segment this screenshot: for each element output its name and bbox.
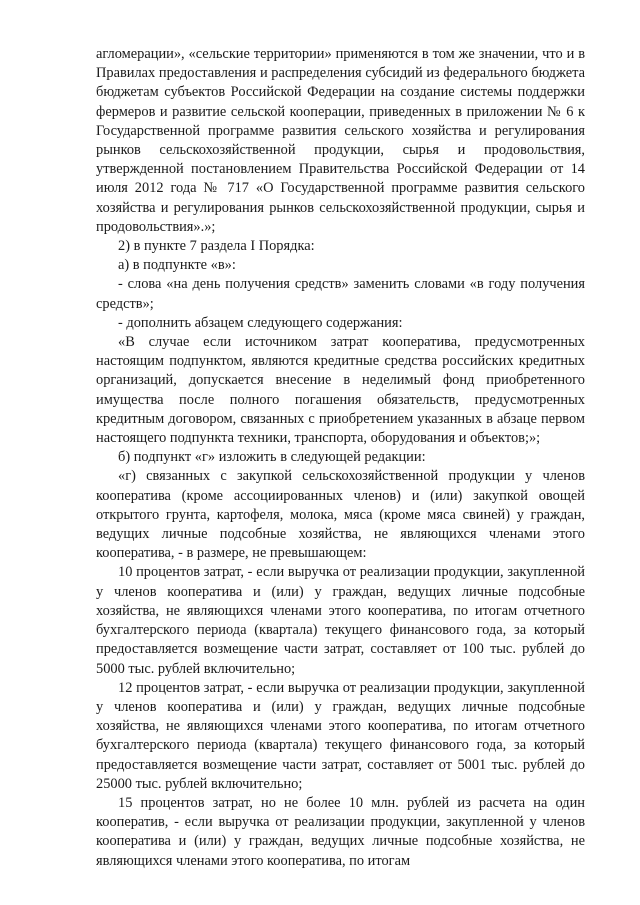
paragraph-subitem-b: б) подпункт «г» изложить в следующей редакции: (118, 449, 426, 466)
paragraph-12-percent: 12 процентов затрат, - если выручка от реализации продукции, закупленной у членов кооператива и (или) у граждан, ведущих личные подсобные хозяйства, не являющихся членами этого кооператива, по итогам отчетного бухгалтерского периода (квартала) текущего финансового года, за который предоставляется возмещение части затрат, составляет от 5001 тыс. рублей до 25000 тыс. рублей включительно; (96, 679, 585, 792)
paragraph-replace-words: - слова «на день получения средств» заменить словами «в году получения средств»; (96, 276, 585, 312)
paragraph-subitem-g: «г) связанных с закупкой сельскохозяйственной продукции у членов кооператива (кроме ассоциированных членов) и (или) закупкой овощей открытого грунта, картофеля, молока, мяса (кроме мяса свиней) у граждан, ведущих личные подсобные хозяйства, не являющихся членами этого кооператива, - в размере, не превышающем: (96, 468, 585, 562)
paragraph-10-percent: 10 процентов затрат, - если выручка от реализации продукции, закупленной у членов кооператива и (или) у граждан, ведущих личные подсобные хозяйства, не являющихся членами этого кооператива, по итогам отчетного бухгалтерского периода (квартала) текущего финансового года, за который предоставляется возмещение части затрат, составляет от 100 тыс. рублей до 5000 тыс. рублей включительно; (96, 564, 585, 677)
paragraph-add-clause: - дополнить абзацем следующего содержания: (118, 314, 403, 331)
paragraph-continuation: агломерации», «сельские территории» применяются в том же значении, что и в Правилах предоставления и распределения субсидий из федерального бюджета бюджетам субъектов Российской Федерации на создание системы поддержки фермеров и развитие сельской кооперации, приведенных в приложении № 6 к Государственной программе развития сельского хозяйства и регулирования рынков сельскохозяйственной продукции, сырья и продовольствия, утвержденной постановлением Правительства Российской Федерации от 14 июля 2012 года № 717 «О Государственной программе развития сельского хозяйства и регулирования рынков сельскохозяйственной продукции, сырья и продовольствия».»; (96, 46, 585, 235)
paragraph-subitem-a: а) в подпункте «в»: (118, 257, 236, 274)
paragraph-item-2: 2) в пункте 7 раздела I Порядка: (118, 238, 315, 255)
paragraph-15-percent: 15 процентов затрат, но не более 10 млн. рублей из расчета на один кооператив, - если выручка от реализации продукции, закупленной у членов кооператива и (или) у граждан, ведущих личные подсобные хозяйства, не являющихся членами этого кооператива, по итогам (96, 794, 585, 869)
document-body (96, 45, 585, 871)
paragraph-quoted-clause: «В случае если источником затрат кооператива, предусмотренных настоящим подпунктом, являются кредитные средства российских кредитных организаций, допускается внесение в неделимый фонд приобретенного имущества после полного погашения обязательств, предусмотренных кредитным договором, связанных с приобретением указанных в абзаце первом настоящего подпункта техники, транспорта, оборудования и объектов;»; (96, 334, 585, 447)
